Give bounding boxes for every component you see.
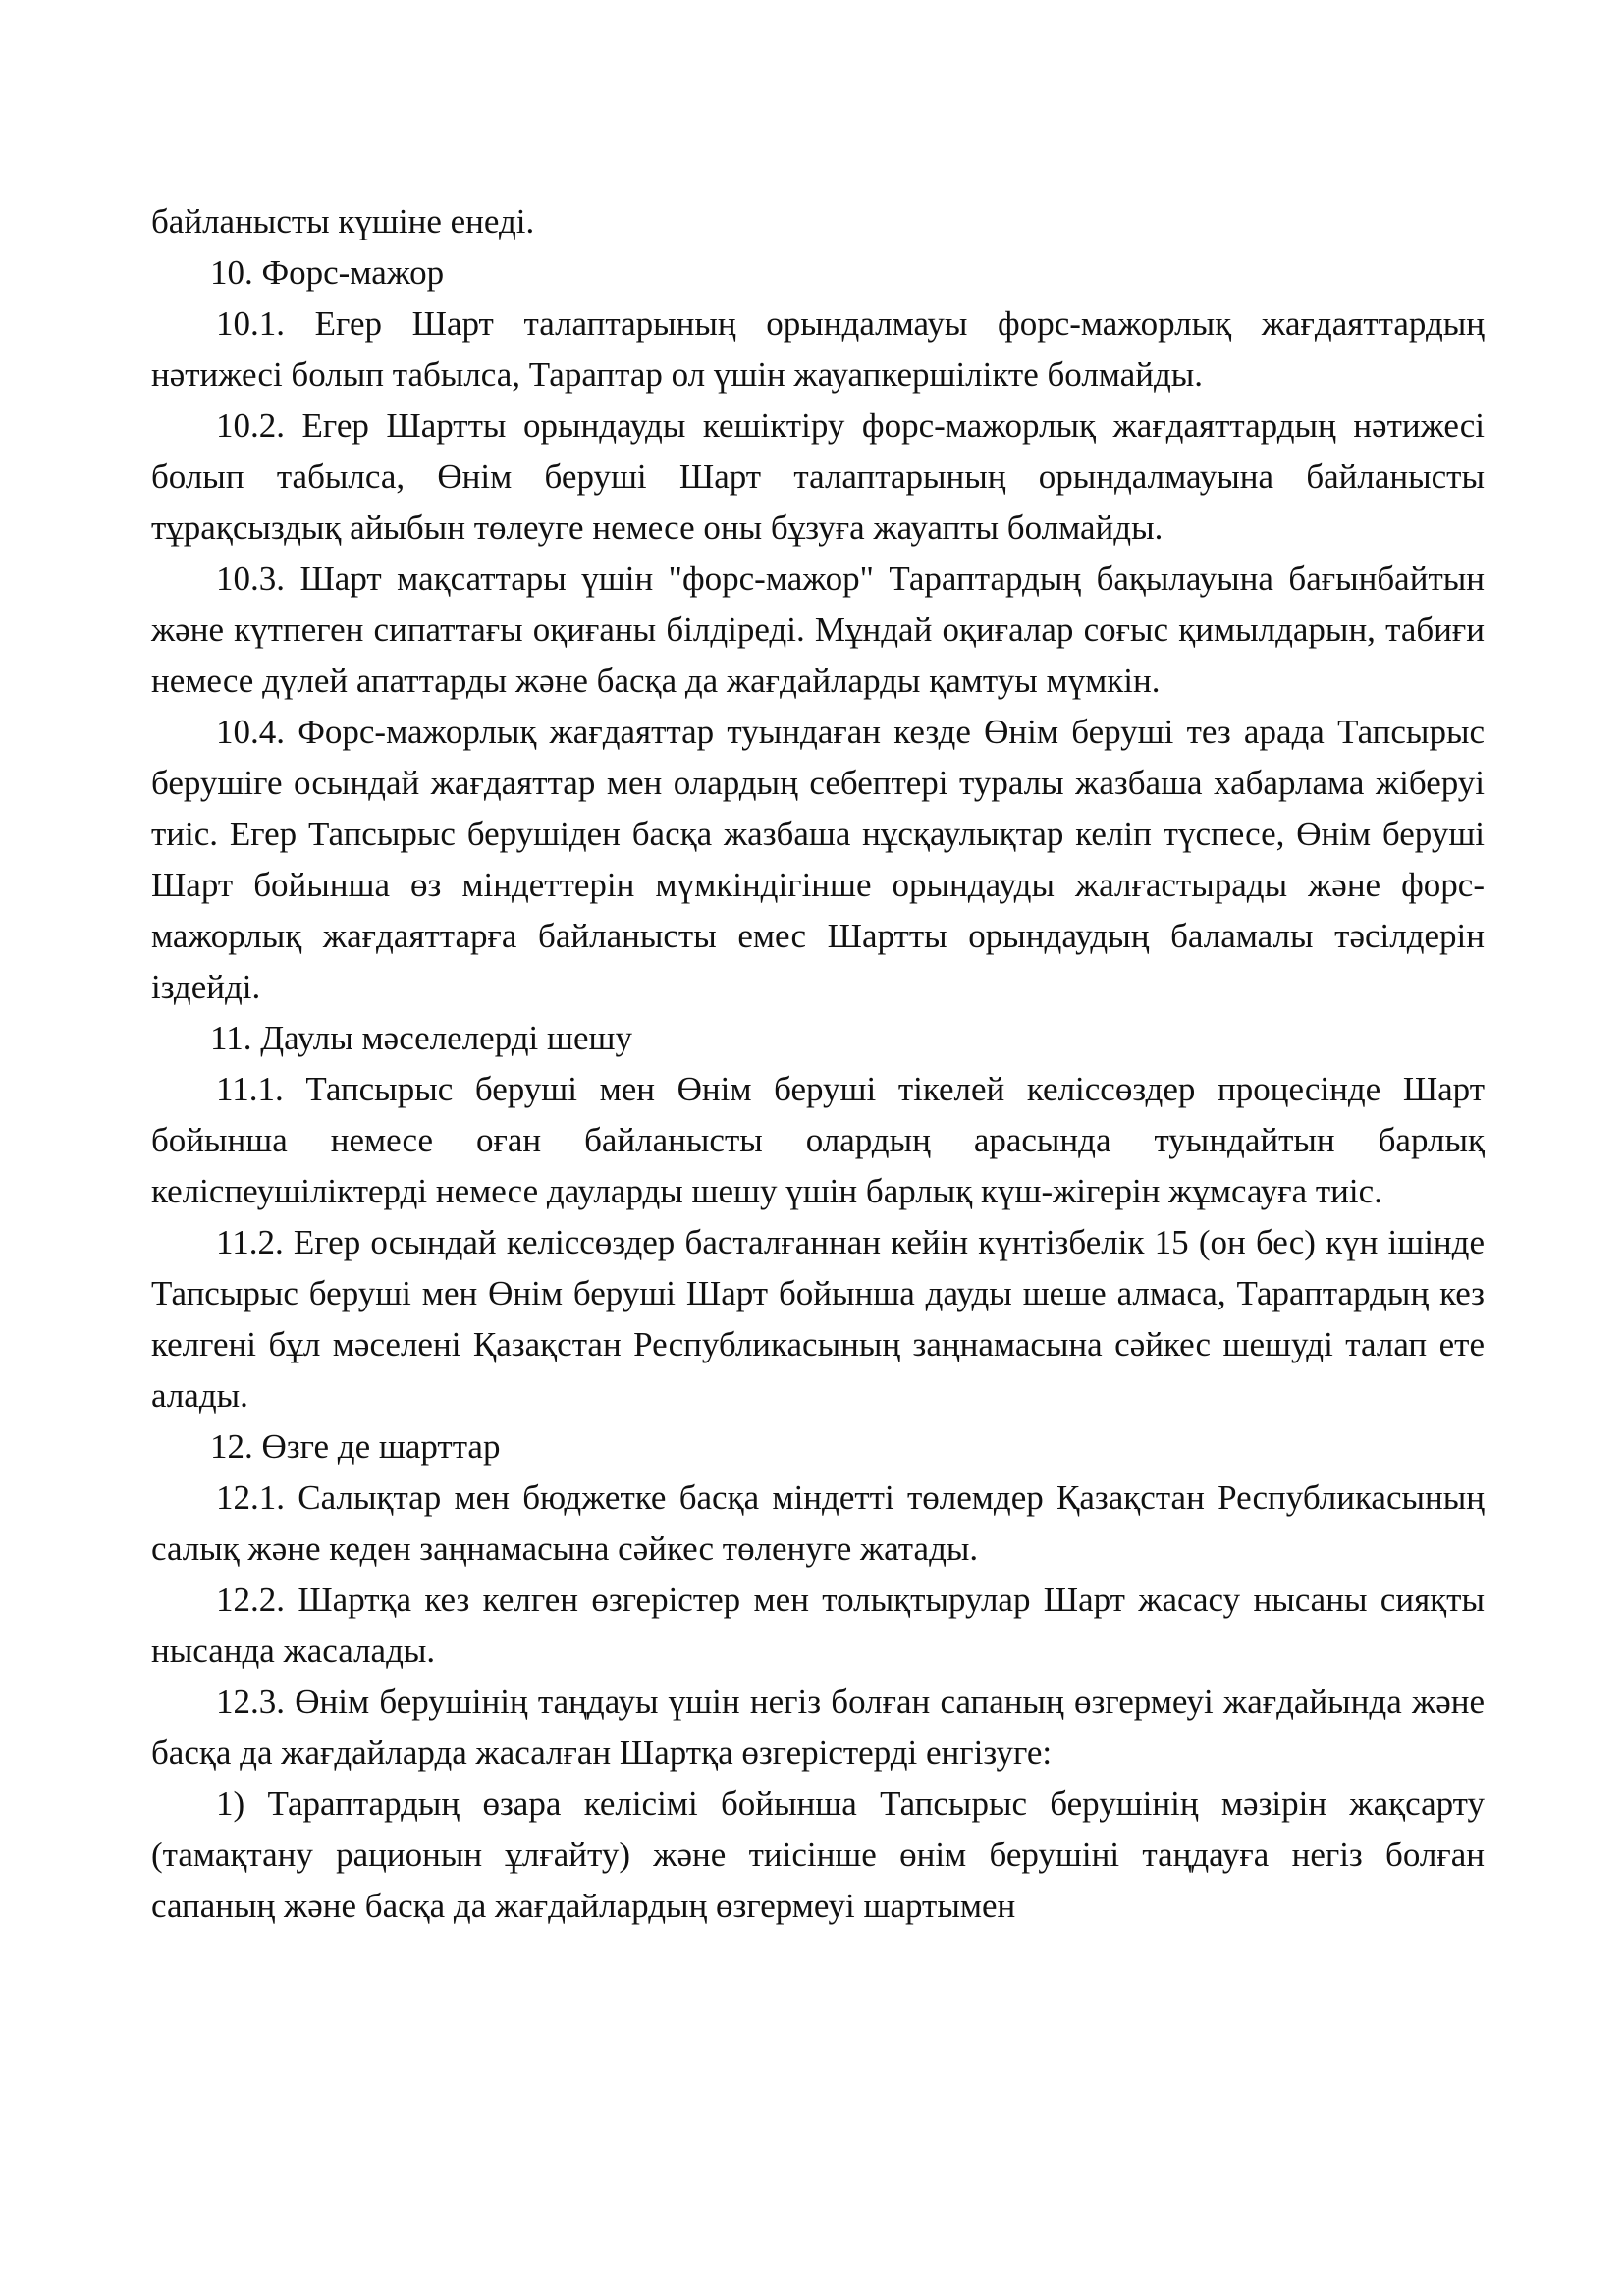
section-heading-other-terms: 12. Өзге де шарттар — [210, 1427, 501, 1466]
document-page — [151, 196, 1485, 1932]
clause-12-3-item-1: 1) Тараптардың өзара келісімі бойынша Тапсырыс берушінің мәзірін жақсарту (тамақтану рационын ұлғайту) және тиісінше өнім берушіні таңдауға негіз болған сапаның және басқа да жағдайлардың өзгермеуі шартымен — [151, 1785, 1485, 1925]
clause-11-2: 11.2. Егер осындай келіссөздер басталғаннан кейін күнтізбелік 15 (он бес) күн ішінде Тапсырыс беруші мен Өнім беруші Шарт бойынша дауды шеше алмаса, Тараптардың кез келгені бұл мәселені Қазақстан Республикасының заңнамасына сәйкес шешуді талап ете алады. — [151, 1223, 1485, 1415]
section-heading-disputes: 11. Даулы мәселелерді шешу — [210, 1019, 632, 1057]
clause-10-4: 10.4. Форс-мажорлық жағдаяттар туындаған кезде Өнім беруші тез арада Тапсырыс берушіге осындай жағдаяттар мен олардың себептері туралы жазбаша хабарлама жіберуі тиіс. Егер Тапсырыс берушіден басқа жазбаша нұсқаулықтар келіп түспесе, Өнім беруші Шарт бойынша өз міндеттерін мүмкіндігінше орындауды жалғастырады және форс-мажорлық жағдаяттарға байланысты емес Шартты орындаудың баламалы тәсілдерін іздейді. — [151, 713, 1485, 1006]
clause-10-2: 10.2. Егер Шартты орындауды кешіктіру форс-мажорлық жағдаяттардың нәтижесі болып табылса, Өнім беруші Шарт талаптарының орындалмауына байланысты тұрақсыздық айыбын төлеуге немесе оны бұзуға жауапты болмайды. — [151, 406, 1485, 547]
clause-12-2: 12.2. Шартқа кез келген өзгерістер мен толықтырулар Шарт жасасу нысаны сияқты нысанда жасалады. — [151, 1580, 1485, 1670]
clause-12-1: 12.1. Салықтар мен бюджетке басқа міндетті төлемдер Қазақстан Республикасының салық және кеден заңнамасына сәйкес төленуге жатады. — [151, 1478, 1485, 1568]
clause-10-1: 10.1. Егер Шарт талаптарының орындалмауы форс-мажорлық жағдаяттардың нәтижесі болып табылса, Тараптар ол үшін жауапкершілікте болмайды. — [151, 304, 1485, 394]
section-heading-force-majeure: 10. Форс-мажор — [210, 253, 445, 292]
clause-11-1: 11.1. Тапсырыс беруші мен Өнім беруші тікелей келіссөздер процесінде Шарт бойынша немесе оған байланысты олардың арасында туындайтын барлық келіспеушіліктерді немесе дауларды шешу үшін барлық күш-жігерін жұмсауға тиіс. — [151, 1070, 1485, 1210]
continued-line: байланысты күшіне енеді. — [151, 202, 535, 240]
clause-10-3: 10.3. Шарт мақсаттары үшін "форс-мажор" Тараптардың бақылауына бағынбайтын және күтпеген сипаттағы оқиғаны білдіреді. Мұндай оқиғалар соғыс қимылдарын, табиғи немесе дүлей апаттарды және басқа да жағдайларды қамтуы мүмкін. — [151, 560, 1485, 700]
clause-12-3: 12.3. Өнім берушінің таңдауы үшін негіз болған сапаның өзгермеуі жағдайында және басқа да жағдайларда жасалған Шартқа өзгерістерді енгізуге: — [151, 1682, 1485, 1772]
